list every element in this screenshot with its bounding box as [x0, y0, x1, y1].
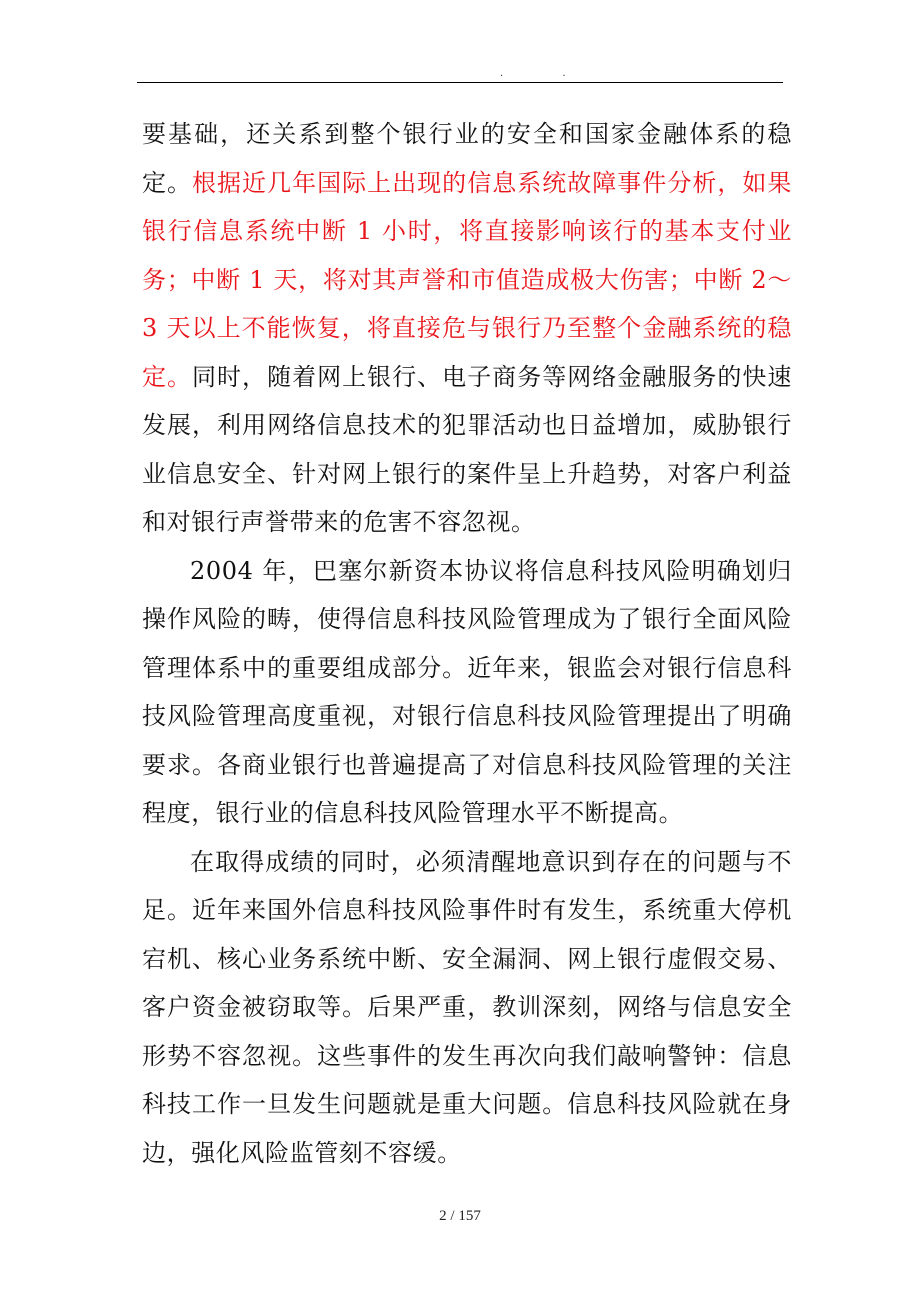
- paragraph-2: [142, 547, 792, 838]
- header-dots: . .: [500, 68, 594, 79]
- paragraph-2-text: 2004 年，巴塞尔新资本协议将信息科技风险明确划归操作风险的畴，使得信息科技风险管理成为了银行全面风险管理体系中的重要组成部分。近年来，银监会对银行信息科技风险管理高度重视，对银行信息科技风险管理提出了明确要求。各商业银行也普遍提高了对信息科技风险管理的关注程度，银行业的信息科技风险管理水平不断提高。: [142, 556, 792, 827]
- paragraph-1-highlight: 根据近几年国际上出现的信息系统故障事件分析，如果银行信息系统中断 1 小时，将直接影响该行的基本支付业务；中断 1 天，将对其声誉和市值造成极大伤害；中断 2～3 天以上不能恢复，将直接危与银行乃至整个金融系统的稳定。: [142, 168, 792, 391]
- document-body: [142, 110, 792, 1177]
- paragraph-3: [142, 838, 792, 1178]
- paragraph-1-segment-3: 同时，随着网上银行、电子商务等网络金融服务的快速发展，利用网络信息技术的犯罪活动也日益增加，威胁银行业信息安全、针对网上银行的案件呈上升趋势，对客户利益和对银行声誉带来的危害不容忽视。: [142, 362, 792, 536]
- page-number: 2 / 157: [439, 1208, 481, 1224]
- paragraph-1: [142, 110, 792, 547]
- paragraph-3-text: 在取得成绩的同时，必须清醒地意识到存在的问题与不足。近年来国外信息科技风险事件时有发生，系统重大停机宕机、核心业务系统中断、安全漏洞、网上银行虚假交易、客户资金被窃取等。后果严重，教训深刻，网络与信息安全形势不容忽视。这些事件的发生再次向我们敲响警钟：信息科技工作一旦发生问题就是重大问题。信息科技风险就在身边，强化风险监管刻不容缓。: [142, 847, 792, 1167]
- paragraph-1-segment-1: 要基础，还关系到整个银行业的安全和国家金融体系的稳定。: [142, 120, 792, 197]
- header-rule: [137, 82, 783, 83]
